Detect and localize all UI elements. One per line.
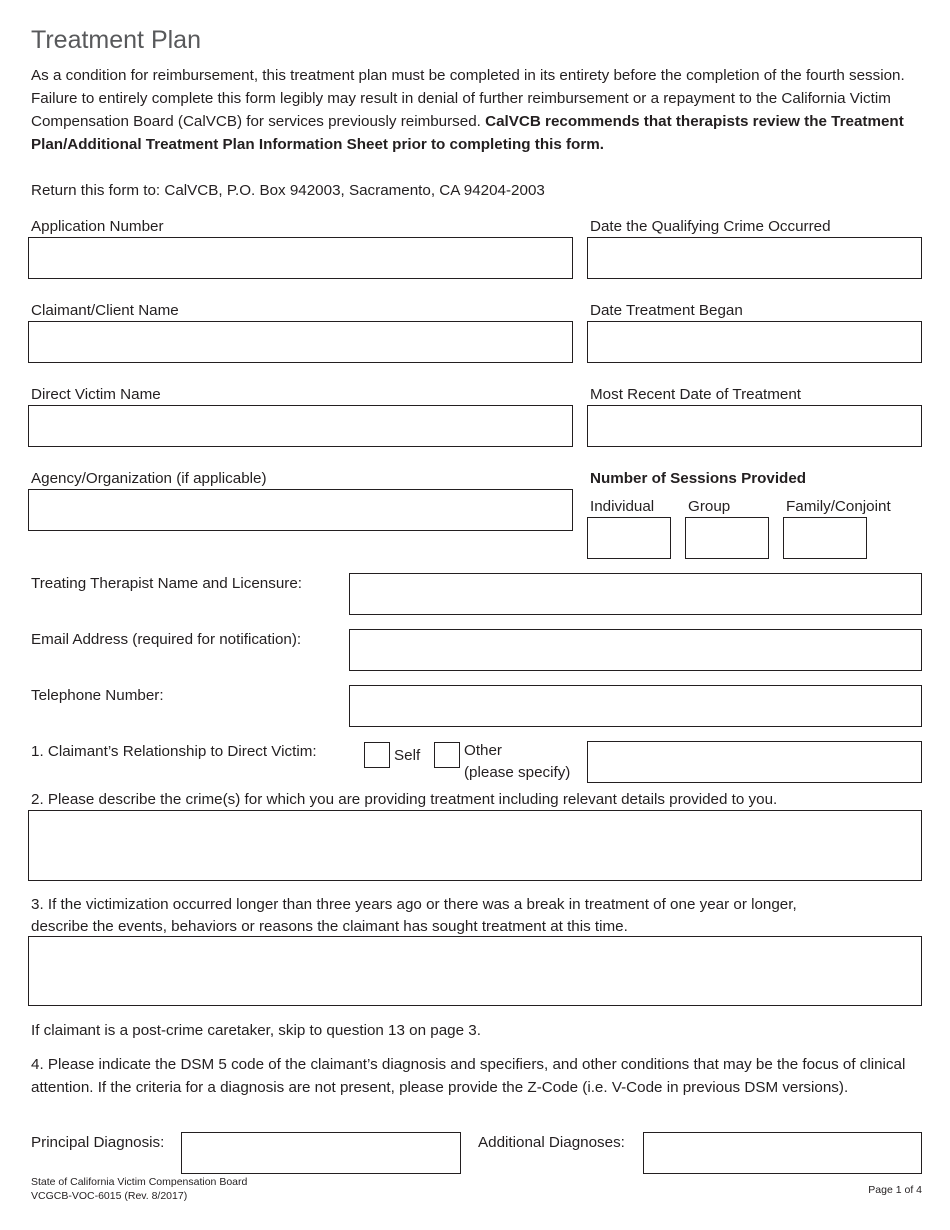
- q2-label: 2. Please describe the crime(s) for which you are providing treatment including relevant details provided to you.: [31, 791, 778, 808]
- q4-text: 4. Please indicate the DSM 5 code of the claimant’s diagnosis and specifiers, and other conditions that may be the focus of clinical attention. If the criteria for a diagnosis are not present, please provide the Z-Code (i.e. V-Code in previous DSM versions).: [31, 1056, 906, 1096]
- additional-diagnoses-field[interactable]: [643, 1132, 922, 1174]
- other-specify-field[interactable]: [587, 741, 922, 783]
- claimant-name-field[interactable]: [28, 321, 573, 363]
- intro-text: As a condition for reimbursement, this treatment plan must be completed in its entirety before the completion of the fourth session. Failure to entirely complete this form legibly may result in denial of further reimbursement or a repayment to the California Victim Compensation Board (CalVCB) for services previously reimbursed.: [31, 67, 905, 130]
- direct-victim-label: Direct Victim Name: [31, 386, 161, 403]
- sessions-group-field[interactable]: [685, 517, 769, 559]
- treatment-began-field[interactable]: [587, 321, 922, 363]
- telephone-field[interactable]: [349, 685, 922, 727]
- principal-diagnosis-field[interactable]: [181, 1132, 461, 1174]
- please-specify-label: (please specify): [464, 764, 571, 781]
- therapist-label: Treating Therapist Name and Licensure:: [31, 575, 302, 592]
- direct-victim-field[interactable]: [28, 405, 573, 447]
- principal-diagnosis-label: Principal Diagnosis:: [31, 1134, 165, 1151]
- telephone-label: Telephone Number:: [31, 687, 164, 704]
- treatment-began-label: Date Treatment Began: [590, 302, 743, 319]
- crime-date-label: Date the Qualifying Crime Occurred: [590, 218, 831, 235]
- page-title: Treatment Plan: [31, 26, 201, 54]
- claimant-name-label: Claimant/Client Name: [31, 302, 179, 319]
- application-number-label: Application Number: [31, 218, 164, 235]
- email-label: Email Address (required for notification):: [31, 631, 302, 648]
- agency-field[interactable]: [28, 489, 573, 531]
- recent-treatment-field[interactable]: [587, 405, 922, 447]
- skip-note: If claimant is a post-crime caretaker, skip to question 13 on page 3.: [31, 1022, 481, 1039]
- intro-bold-text: CalVCB recommends that therapists review the Treatment Plan/Additional Treatment Plan Information Sheet prior to completing this form.: [31, 113, 904, 153]
- return-address: Return this form to: CalVCB, P.O. Box 942003, Sacramento, CA 94204-2003: [31, 182, 545, 199]
- therapist-field[interactable]: [349, 573, 922, 615]
- sessions-heading: Number of Sessions Provided: [590, 470, 807, 487]
- self-label: Self: [394, 747, 421, 764]
- other-checkbox[interactable]: [434, 742, 460, 768]
- other-label: Other: [464, 742, 502, 759]
- q2-field[interactable]: [28, 810, 922, 881]
- q3-field[interactable]: [28, 936, 922, 1006]
- self-checkbox[interactable]: [364, 742, 390, 768]
- email-field[interactable]: [349, 629, 922, 671]
- footer-form-id: VCGCB-VOC-6015 (Rev. 8/2017): [31, 1190, 188, 1202]
- intro-paragraph: [31, 64, 911, 156]
- q1-label: 1. Claimant’s Relationship to Direct Victim:: [31, 743, 317, 760]
- sessions-individual-label: Individual: [590, 498, 655, 515]
- recent-treatment-label: Most Recent Date of Treatment: [590, 386, 802, 403]
- footer-page-number: Page 1 of 4: [868, 1184, 922, 1196]
- application-number-field[interactable]: [28, 237, 573, 279]
- footer-agency: State of California Victim Compensation Board: [31, 1176, 248, 1188]
- q3-label-line1: 3. If the victimization occurred longer than three years ago or there was a break in treatment of one year or longer,: [31, 896, 797, 913]
- crime-date-field[interactable]: [587, 237, 922, 279]
- sessions-family-field[interactable]: [783, 517, 867, 559]
- sessions-individual-field[interactable]: [587, 517, 671, 559]
- q3-label-line2: describe the events, behaviors or reasons the claimant has sought treatment at this time.: [31, 918, 628, 935]
- additional-diagnoses-label: Additional Diagnoses:: [478, 1134, 625, 1151]
- sessions-group-label: Group: [688, 498, 731, 515]
- agency-label: Agency/Organization (if applicable): [31, 470, 267, 487]
- sessions-family-label: Family/Conjoint: [786, 498, 891, 515]
